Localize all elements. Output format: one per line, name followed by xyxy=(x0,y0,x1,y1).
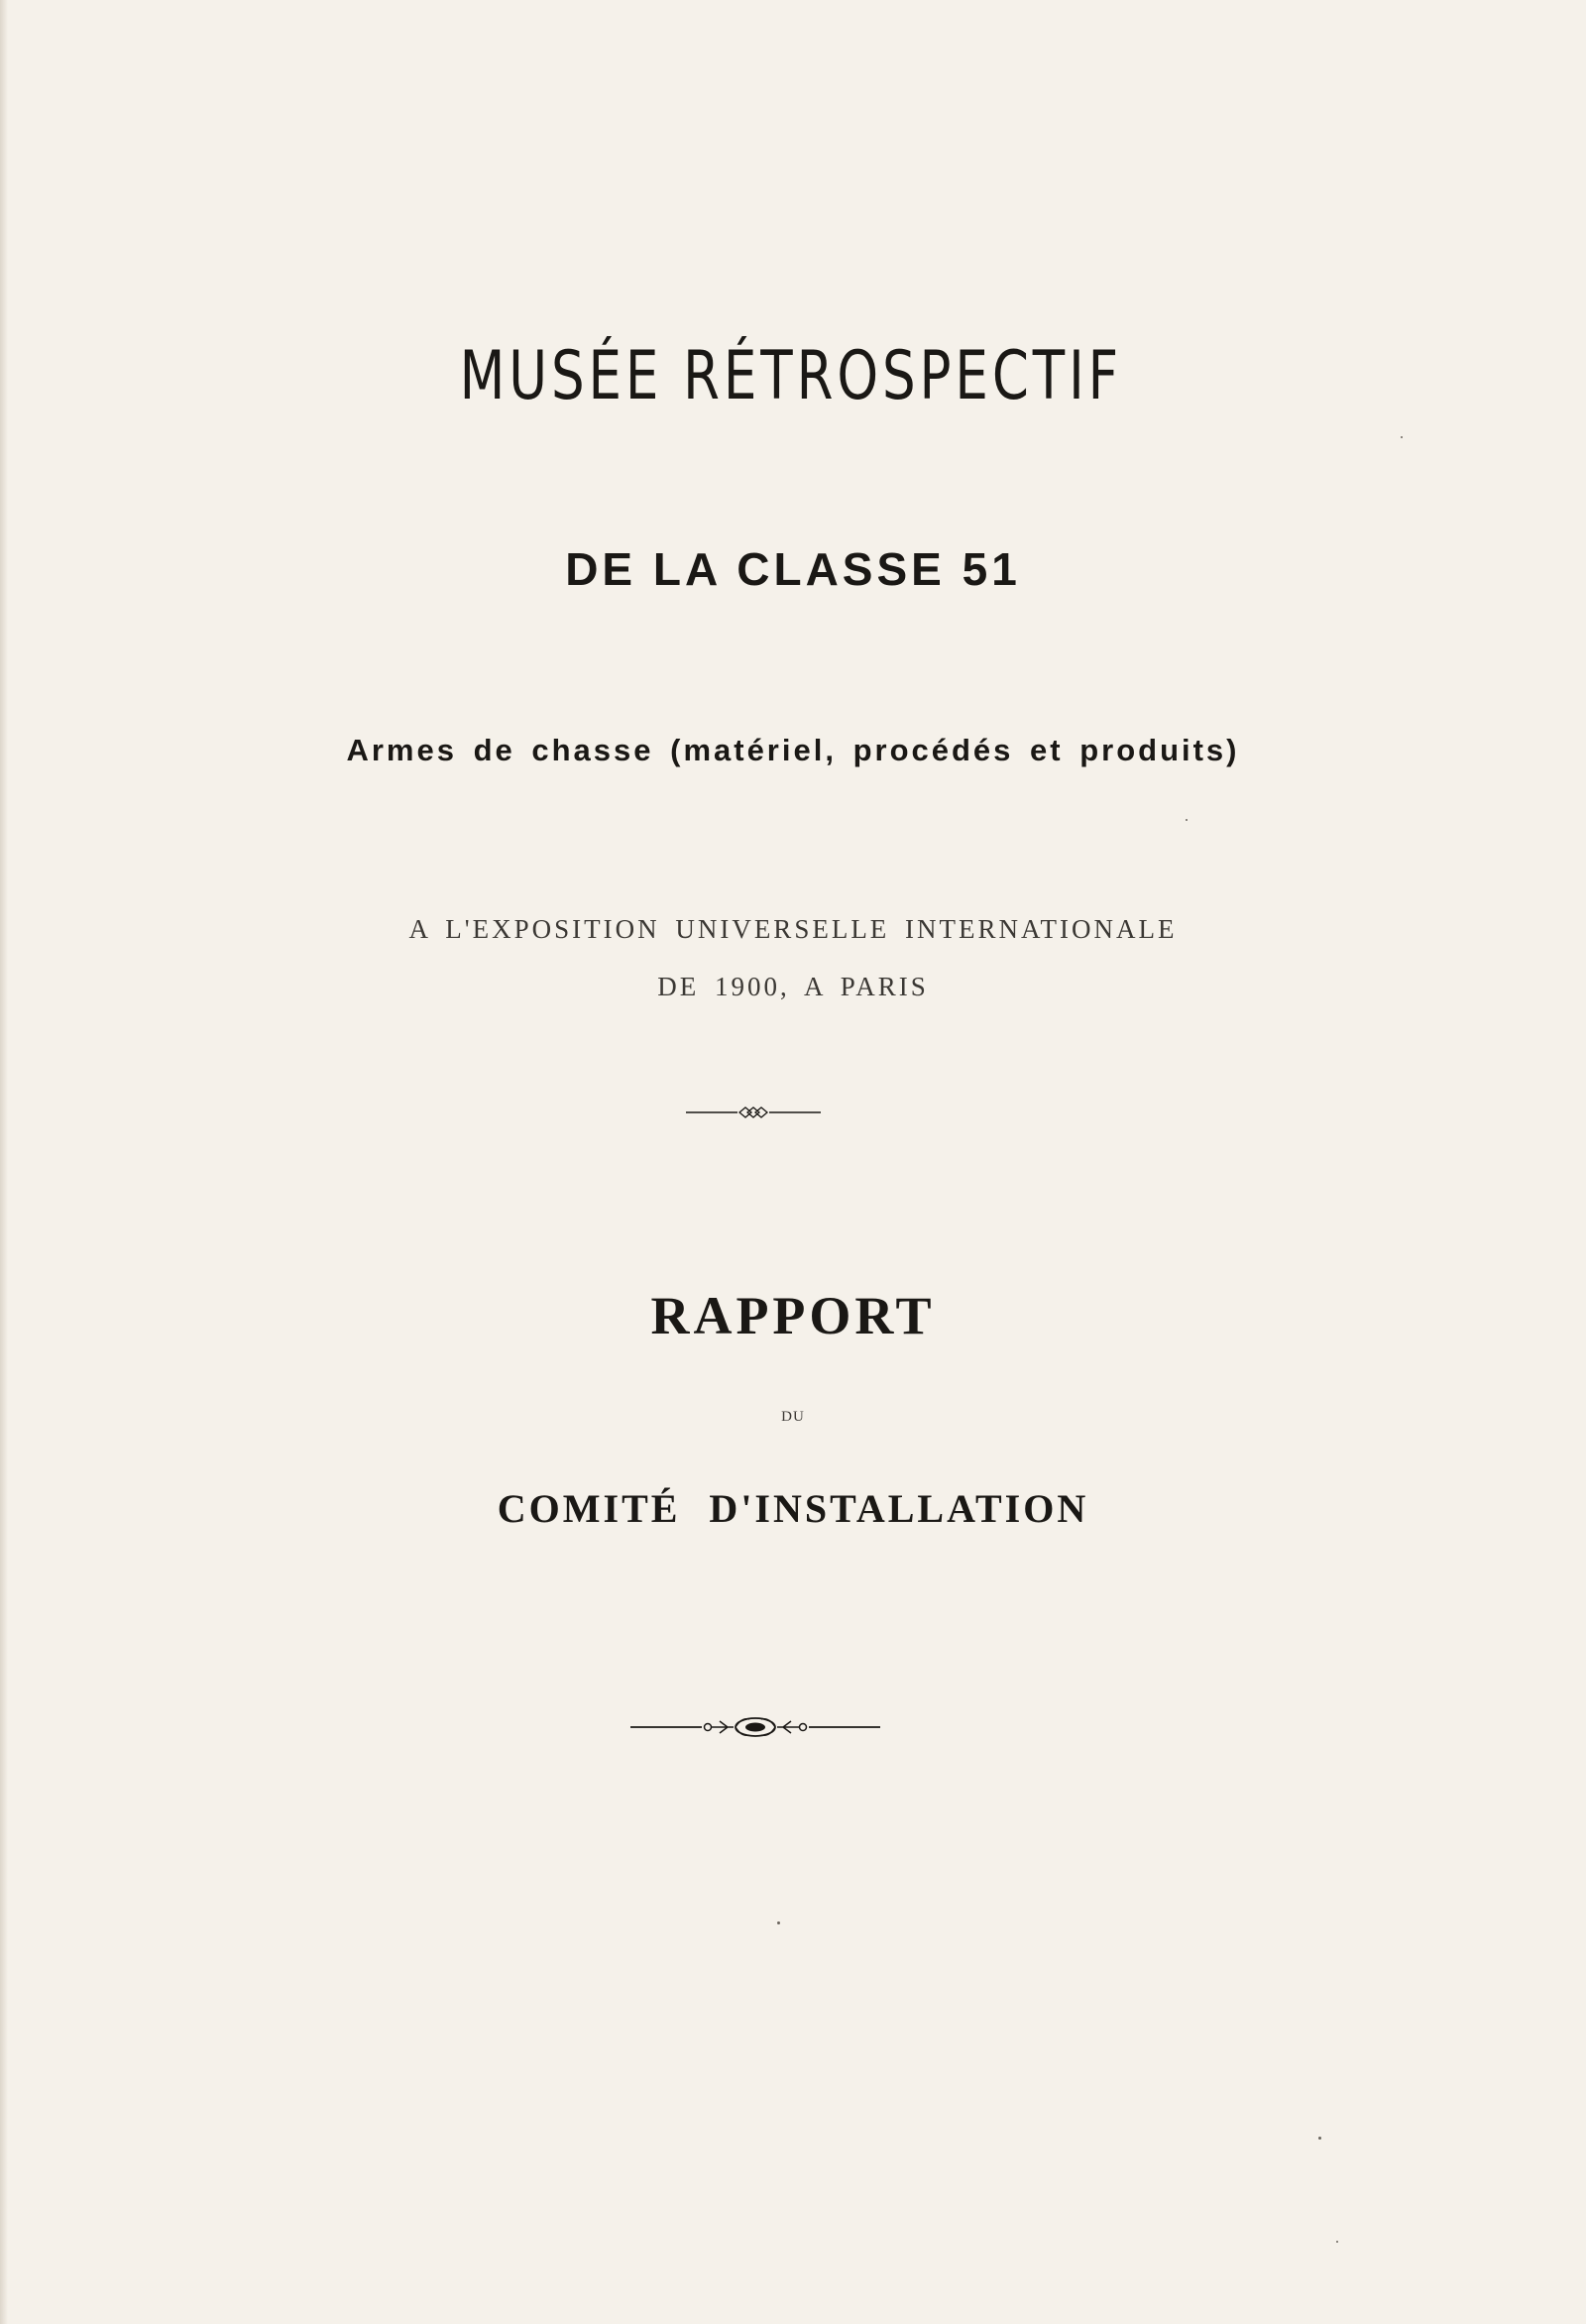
small-dash-ornament xyxy=(684,1103,823,1122)
page-edge-shadow xyxy=(0,0,8,2324)
class-heading: DE LA CLASSE 51 xyxy=(565,543,1021,595)
paper-speck xyxy=(1318,2137,1321,2140)
exposition-line-1: A L'EXPOSITION UNIVERSELLE INTERNATIONALE xyxy=(408,914,1178,944)
exposition-line-2: DE 1900, A PARIS xyxy=(657,972,929,1001)
floral-rule-ornament xyxy=(628,1709,882,1745)
paper-speck xyxy=(1336,2241,1338,2243)
report-connector: DU xyxy=(781,1409,805,1425)
subtitle: Armes de chasse (matériel, procédés et produits) xyxy=(346,733,1240,767)
committee-title: COMITÉ D'INSTALLATION xyxy=(497,1486,1089,1531)
paper-speck xyxy=(1401,436,1403,438)
report-title: RAPPORT xyxy=(650,1286,936,1345)
paper-speck xyxy=(777,1921,780,1924)
main-title: MUSÉE RÉTROSPECTIF xyxy=(459,337,1123,415)
paper-speck xyxy=(1186,819,1188,821)
